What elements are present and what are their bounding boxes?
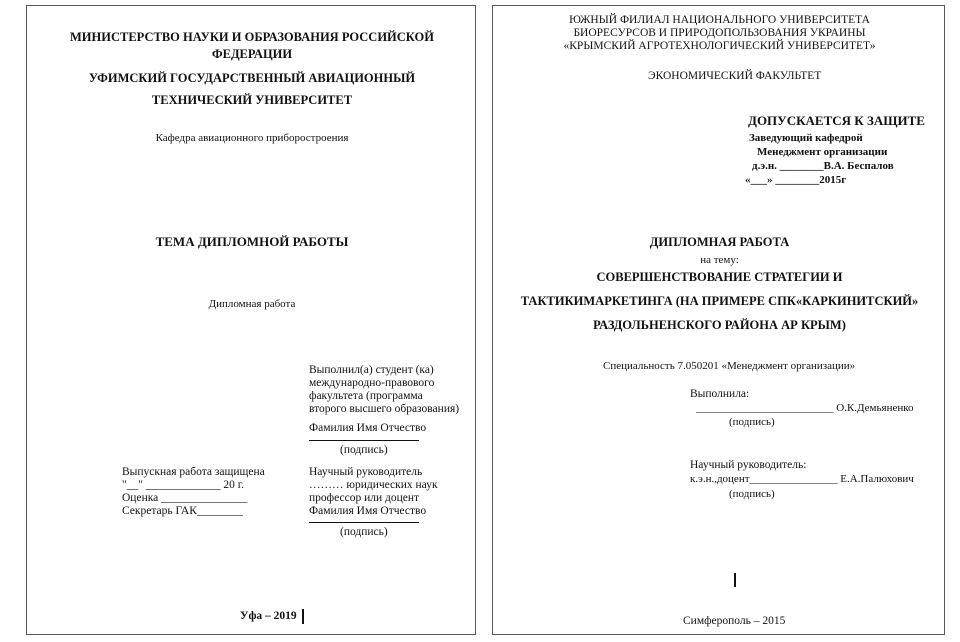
head-line-1: Заведующий кафедрой bbox=[749, 132, 863, 144]
defense-line-3: Оценка _______________ bbox=[122, 492, 248, 504]
topic-line-2: ТАКТИКИМАРКЕТИНГА (НА ПРИМЕРЕ СПК«КАРКИНИТСКИЙ» bbox=[520, 294, 919, 308]
work-type: Дипломная работа bbox=[208, 298, 296, 310]
topic-line-1: СОВЕРШЕНСТВОВАНИЕ СТРАТЕГИИ И bbox=[596, 270, 843, 284]
topic-line-3: РАЗДОЛЬНЕНСКОГО РАЙОНА АР КРЫМ) bbox=[593, 318, 846, 332]
ministry-line-1: МИНИСТЕРСТВО НАУКИ И ОБРАЗОВАНИЯ РОССИЙСКОЙ bbox=[70, 30, 434, 44]
performer-signature: (подпись) bbox=[729, 416, 775, 428]
defense-line-1: Выпускная работа защищена bbox=[122, 466, 265, 478]
left-title-page bbox=[26, 5, 476, 635]
admit-heading: ДОПУСКАЕТСЯ К ЗАЩИТЕ bbox=[748, 113, 925, 128]
work-title: ДИПЛОМНАЯ РАБОТА bbox=[649, 235, 790, 249]
topic-title: ТЕМА ДИПЛОМНОЙ РАБОТЫ bbox=[155, 234, 349, 249]
performed-label: Выполнила: bbox=[690, 388, 750, 400]
performer-name: Фамилия Имя Отчество bbox=[309, 422, 427, 434]
specialty: Специальность 7.050201 «Менеджмент организации» bbox=[603, 360, 856, 372]
supervisor-line-3: профессор или доцент bbox=[309, 492, 420, 504]
university-line-1: УФИМСКИЙ ГОСУДАРСТВЕННЫЙ АВИАЦИОННЫЙ bbox=[88, 71, 416, 85]
performer-signature-line bbox=[309, 440, 419, 441]
performer-line-4: второго высшего образования) bbox=[309, 403, 460, 415]
city-year: Симферополь – 2015 bbox=[683, 615, 786, 627]
performer-line: _________________________ О.К.Демьяненко bbox=[696, 402, 914, 414]
university-line-2: ТЕХНИЧЕСКИЙ УНИВЕРСИТЕТ bbox=[151, 93, 353, 107]
text-cursor bbox=[302, 609, 304, 624]
ministry-line-2: ФЕДЕРАЦИИ bbox=[211, 47, 293, 61]
faculty: ЭКОНОМИЧЕСКИЙ ФАКУЛЬТЕТ bbox=[648, 70, 822, 82]
performer-line-1: Выполнил(а) студент (ка) bbox=[309, 364, 434, 376]
supervisor-signature: (подпись) bbox=[729, 488, 775, 500]
right-title-page bbox=[492, 5, 945, 635]
supervisor-line: к.э.н.,доцент________________ Е.А.Палюхович bbox=[690, 473, 914, 485]
supervisor-line-4: Фамилия Имя Отчество bbox=[309, 505, 427, 517]
supervisor-line-1: Научный руководитель bbox=[309, 466, 423, 478]
head-line-3: д.э.н. ________В.А. Беспалов bbox=[752, 160, 894, 172]
supervisor-label: Научный руководитель: bbox=[690, 459, 807, 471]
supervisor-line-2: ……… юридических наук bbox=[309, 479, 438, 491]
defense-line-2: "__" _____________ 20 г. bbox=[122, 479, 245, 491]
performer-line-2: международно-правового bbox=[309, 377, 435, 389]
defense-line-4: Секретарь ГАК________ bbox=[122, 505, 243, 517]
head-line-4: «___» ________2015г bbox=[745, 174, 847, 186]
department: Кафедра авиационного приборостроения bbox=[155, 132, 349, 144]
text-cursor bbox=[734, 573, 736, 587]
city-year: Уфа – 2019 bbox=[240, 610, 297, 622]
on-topic: на тему: bbox=[700, 254, 739, 266]
supervisor-signature-label: (подпись) bbox=[340, 526, 388, 538]
supervisor-signature-line bbox=[309, 522, 419, 523]
performer-signature-label: (подпись) bbox=[340, 444, 388, 456]
performer-line-3: факультета (программа bbox=[309, 390, 423, 402]
branch-line-2: БИОРЕСУРСОВ И ПРИРОДОПОЛЬЗОВАНИЯ УКРАИНЫ bbox=[573, 27, 866, 39]
head-line-2: Менеджмент организации bbox=[757, 146, 888, 158]
branch-line-1: ЮЖНЫЙ ФИЛИАЛ НАЦИОНАЛЬНОГО УНИВЕРСИТЕТА bbox=[569, 14, 870, 26]
branch-line-3: «КРЫМСКИЙ АГРОТЕХНОЛОГИЧЕСКИЙ УНИВЕРСИТЕТ» bbox=[563, 40, 876, 52]
